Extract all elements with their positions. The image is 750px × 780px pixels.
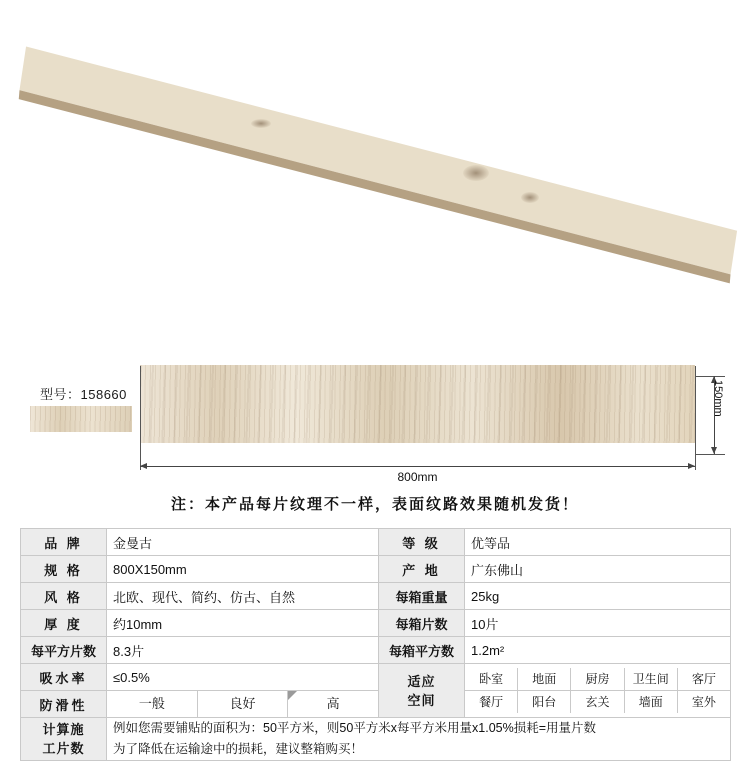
product-hero-image: [0, 0, 750, 355]
dimension-tick-bottom: [695, 454, 725, 455]
spec-value-style: 北欧、现代、简约、仿古、自然: [107, 583, 379, 610]
spec-value-box-weight: 25kg: [465, 583, 731, 610]
application-space-grid: [465, 664, 731, 718]
spec-value-thickness: 约10mm: [107, 610, 379, 637]
application-space-row: [465, 668, 730, 691]
table-row: [21, 637, 731, 664]
spec-label-grade: 等 级: [379, 529, 465, 556]
space-item-entryway[interactable]: 玄关: [571, 691, 624, 713]
spec-label-absorption: 吸水率: [21, 664, 107, 691]
space-item-wall[interactable]: 墙面: [625, 691, 678, 713]
product-note: 注：本产品每片纹理不一样，表面纹路效果随机发货！: [170, 496, 579, 513]
space-item-living-room[interactable]: 客厅: [678, 668, 730, 691]
application-space-row: [465, 691, 730, 713]
slip-option-high[interactable]: [288, 691, 378, 717]
plank-large-surface: [10, 8, 740, 343]
space-item-dining-room[interactable]: 餐厅: [465, 691, 518, 713]
spec-label-origin: 产 地: [379, 556, 465, 583]
spec-label-calculation: [21, 718, 107, 761]
spec-label-box-weight: 每箱重量: [379, 583, 465, 610]
table-row: [21, 718, 731, 761]
spec-value-sqm-per-box: 1.2m²: [465, 637, 731, 664]
calculation-label-line1: 计算施: [42, 722, 85, 737]
space-item-bathroom[interactable]: 卫生间: [625, 668, 678, 691]
slip-option-good[interactable]: 良好: [198, 691, 289, 717]
space-item-kitchen[interactable]: 厨房: [571, 668, 624, 691]
spec-label-size: 规 格: [21, 556, 107, 583]
spec-label-slip-resistance: 防滑性: [21, 691, 107, 718]
dimension-tick-top: [695, 376, 725, 377]
plank-large-photo: [10, 8, 740, 343]
application-space-label-line2: 空间: [407, 692, 436, 708]
dimension-tick-left: [140, 366, 141, 470]
spec-value-size: 800X150mm: [107, 556, 379, 583]
slip-option-normal[interactable]: 一般: [107, 691, 198, 717]
space-item-bedroom[interactable]: 卧室: [465, 668, 518, 691]
spec-label-application-space: [379, 664, 465, 718]
table-row: [21, 664, 731, 691]
model-number-label: 型号：158660: [40, 387, 127, 402]
spec-label-pieces-per-sqm: 每平方片数: [21, 637, 107, 664]
spec-value-brand: 金曼古: [107, 529, 379, 556]
slip-resistance-options: [107, 691, 379, 718]
specification-table: [20, 528, 731, 761]
calculation-label-line2: 工片数: [42, 741, 85, 756]
plank-small-photo: [140, 365, 695, 443]
spec-label-sqm-per-box: 每箱平方数: [379, 637, 465, 664]
spec-value-pieces-per-sqm: 8.3片: [107, 637, 379, 664]
table-row: [21, 583, 731, 610]
spec-label-thickness: 厚 度: [21, 610, 107, 637]
spec-label-pieces-per-box: 每箱片数: [379, 610, 465, 637]
calculation-text-line1: 例如您需要铺贴的面积为：50平方米，则50平方米x每平方米用量x1.05%损耗=用量片数: [113, 721, 597, 735]
calculation-description: [107, 718, 731, 761]
space-item-floor[interactable]: 地面: [518, 668, 571, 691]
space-item-balcony[interactable]: 阳台: [518, 691, 571, 713]
table-row: [21, 529, 731, 556]
application-space-label-line1: 适应: [407, 673, 436, 689]
dimension-height-label: 150mm: [712, 380, 724, 417]
spec-value-pieces-per-box: 10片: [465, 610, 731, 637]
spec-label-brand: 品 牌: [21, 529, 107, 556]
calculation-text-line2: 为了降低在运输途中的损耗，建议整箱购买！: [113, 742, 364, 756]
spec-value-grade: 优等品: [465, 529, 731, 556]
spec-value-origin: 广东佛山: [465, 556, 731, 583]
table-row: [21, 556, 731, 583]
selected-corner-icon: [288, 691, 297, 700]
dimension-arrow-horizontal: [140, 466, 695, 467]
table-row: [21, 610, 731, 637]
wood-knot-icon: [251, 119, 271, 128]
dimension-width-label: 800mm: [397, 470, 438, 484]
color-swatch: [30, 406, 132, 432]
spec-value-absorption: ≤0.5%: [107, 664, 379, 691]
slip-option-high-label: 高: [326, 696, 340, 711]
spec-label-style: 风 格: [21, 583, 107, 610]
space-item-outdoor[interactable]: 室外: [691, 695, 716, 709]
